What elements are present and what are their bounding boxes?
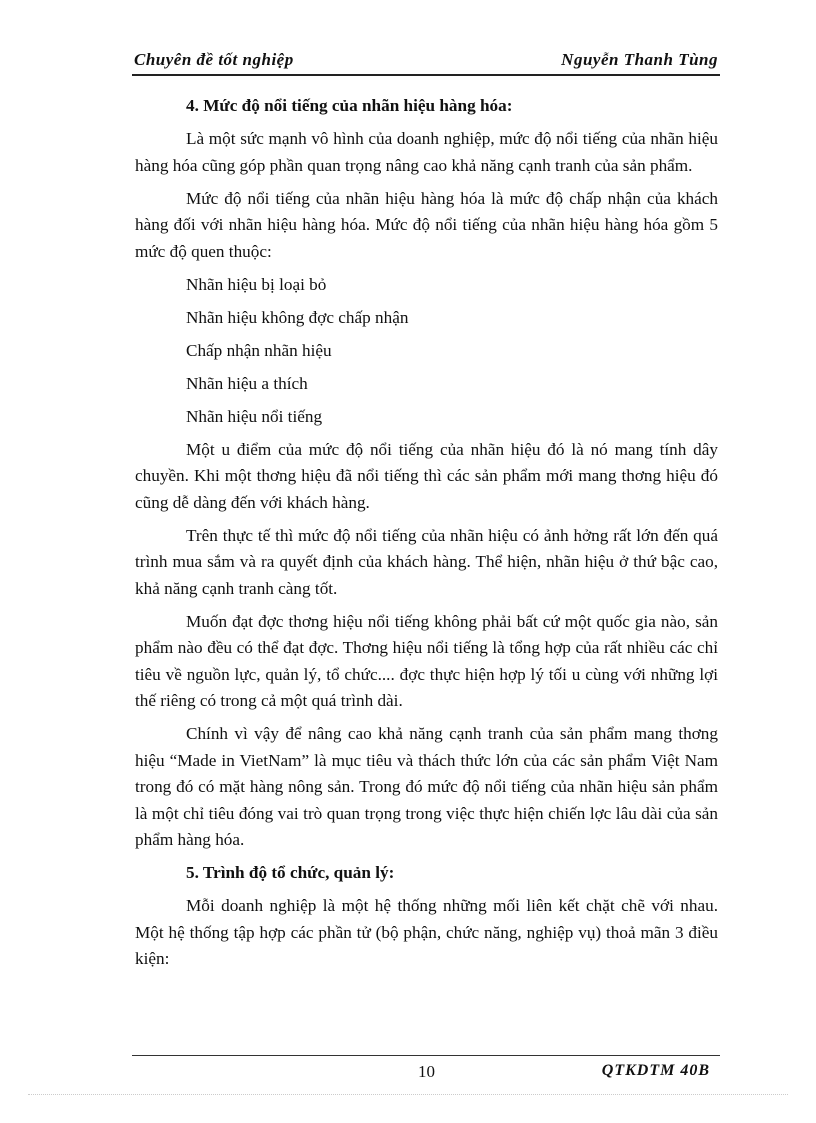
paragraph: Mức độ nổi tiếng của nhãn hiệu hàng hóa là mức độ chấp nhận của khách hàng đối với nhãn hiệu hàng hóa. Mức độ nổi tiếng của nhãn hiệu hàng hóa gồm 5 mức độ quen thuộc: bbox=[135, 188, 718, 261]
list-item: Nhãn hiệu bị loại bỏ bbox=[186, 274, 327, 294]
paragraph: Là một sức mạnh vô hình của doanh nghiệp, mức độ nổi tiếng của nhãn hiệu hàng hóa cũng góp phần quan trọng nâng cao khả năng cạnh tranh của sản phẩm. bbox=[135, 129, 718, 175]
paragraph: Chính vì vậy để nâng cao khả năng cạnh tranh của sản phẩm mang thơng hiệu “Made in VietNam” là mục tiêu và thách thức lớn của các sản phẩm Việt Nam trong đó có mặt hàng nông sản. Trong đó mức độ nổi tiếng của nhãn hiệu sản phẩm là một chỉ tiêu đóng vai trò quan trọng trong việc thực hiện chiến lợc lâu dài của sản phẩm hàng hóa. bbox=[135, 724, 718, 849]
page-content bbox=[135, 93, 718, 979]
list-item: Nhãn hiệu không đợc chấp nhận bbox=[186, 307, 409, 327]
page-bottom-divider bbox=[28, 1094, 788, 1095]
section-heading-5: 5. Trình độ tổ chức, quản lý: bbox=[186, 863, 395, 882]
section-heading-4: 4. Mức độ nổi tiếng của nhãn hiệu hàng hóa: bbox=[186, 96, 513, 115]
header-author-name: Nguyễn Thanh Tùng bbox=[561, 50, 718, 69]
paragraph: Muốn đạt đợc thơng hiệu nổi tiếng không phải bất cứ một quốc gia nào, sản phẩm nào đều có thể đạt đợc. Thơng hiệu nổi tiếng là tổng hợp của rất nhiều các chỉ tiêu về nguồn lực, quản lý, tổ chức.... đợc thực hiện hợp lý tối u cùng với những lợi thế riêng có trong cả một quá trình dài. bbox=[135, 611, 718, 710]
header-document-title: Chuyên đề tốt nghiệp bbox=[134, 50, 294, 69]
page-header bbox=[132, 50, 720, 76]
paragraph: Trên thực tế thì mức độ nổi tiếng của nhãn hiệu có ảnh hởng rất lớn đến quá trình mua sắm và ra quyết định của khách hàng. Thể hiện, nhãn hiệu ở thứ bậc cao, khả năng cạnh tranh càng tốt. bbox=[135, 525, 718, 598]
list-item: Nhãn hiệu a thích bbox=[186, 373, 308, 393]
paragraph: Mỗi doanh nghiệp là một hệ thống những mối liên kết chặt chẽ với nhau. Một hệ thống tập hợp các phần tử (bộ phận, chức năng, nghiệp vụ) thoả mãn 3 điều kiện: bbox=[135, 896, 718, 968]
list-item: Nhãn hiệu nổi tiếng bbox=[186, 406, 323, 426]
footer-class-code: QTKDTM 40B bbox=[601, 1062, 710, 1079]
page-footer bbox=[132, 1055, 720, 1086]
paragraph: Một u điểm của mức độ nổi tiếng của nhãn hiệu đó là nó mang tính dây chuyền. Khi một thơng hiệu đã nổi tiếng thì các sản phẩm mới mang thơng hiệu đó cũng dễ dàng đến với khách hàng. bbox=[135, 439, 718, 512]
page-number: 10 bbox=[418, 1062, 435, 1081]
list-item: Chấp nhận nhãn hiệu bbox=[186, 340, 332, 360]
